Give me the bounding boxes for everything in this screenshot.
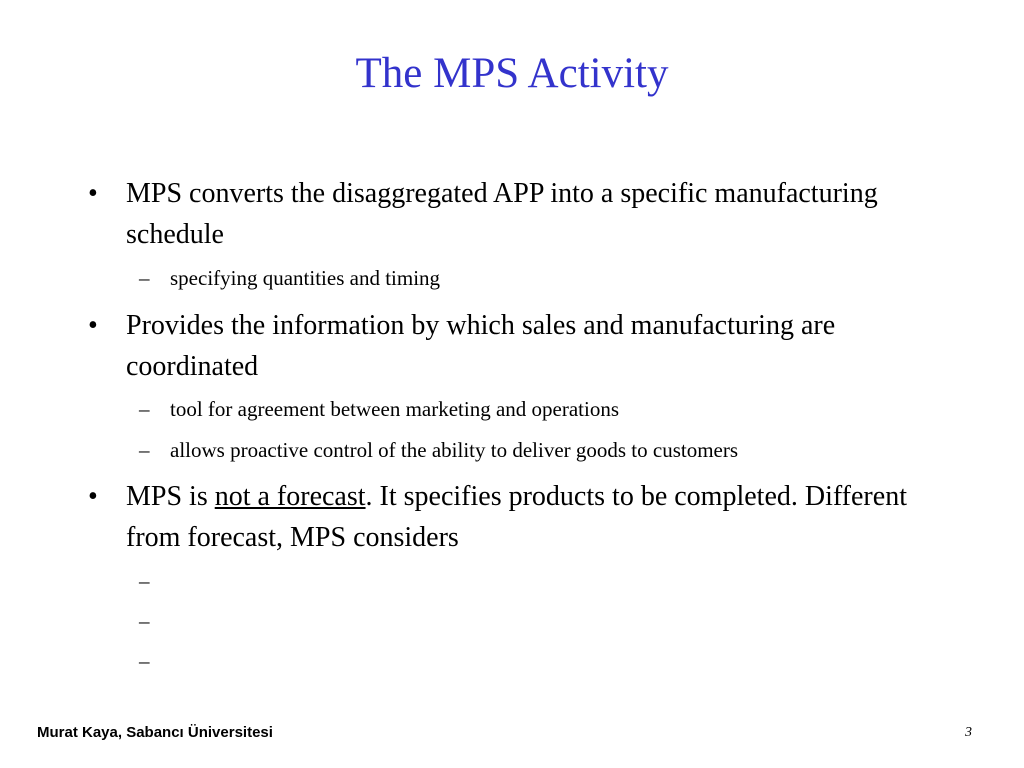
bullet-marker: • <box>88 310 98 341</box>
slide-title: The MPS Activity <box>355 50 669 97</box>
sub-bullet-marker: – <box>139 266 150 290</box>
sub-bullet-text: tool for agreement between marketing and operations <box>170 397 619 421</box>
bullet-marker: • <box>88 481 98 512</box>
bullet-text-underlined: not a forecast <box>214 481 366 512</box>
bullet-text: MPS converts the disaggregated APP into a specific manufacturing schedule <box>126 178 878 250</box>
sub-bullet-marker: – <box>139 397 150 421</box>
sub-bullet-marker: – <box>139 609 150 633</box>
bullet-text: Provides the information by which sales and manufacturing are coordinated <box>126 310 836 382</box>
sub-bullet-marker: – <box>139 649 150 673</box>
bullet-text-before: MPS is <box>126 481 215 512</box>
sub-bullet-text: allows proactive control of the ability to deliver goods to customers <box>170 438 739 462</box>
sub-bullet-marker: – <box>139 569 150 593</box>
sub-bullet-marker: – <box>139 438 150 462</box>
bullet-text <box>126 476 966 558</box>
bullet-marker: • <box>88 178 98 209</box>
footer-author: Murat Kaya, Sabancı Üniversitesi <box>37 724 273 741</box>
bullet-text-after: . It specifies products to be completed. Different from forecast, MPS considers <box>126 481 907 553</box>
page-number: 3 <box>965 725 972 740</box>
sub-bullet-text: specifying quantities and timing <box>170 266 441 290</box>
